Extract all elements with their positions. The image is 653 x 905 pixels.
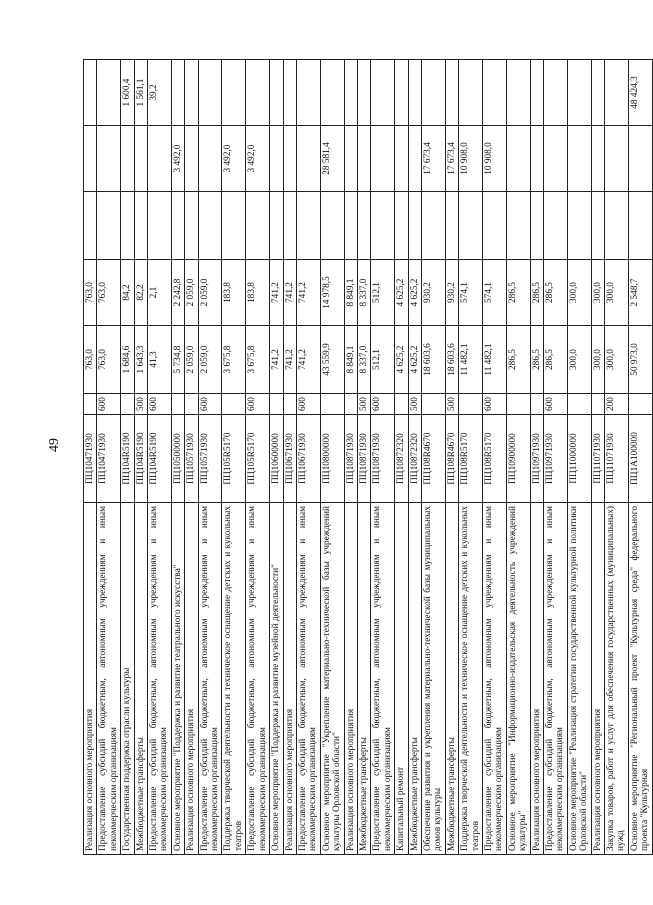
row-name: Основное мероприятие "Укрепление материально-технической базы учреждений культуры Орловской области" [320,503,344,855]
row-amount-total: 300,0 [567,326,591,394]
row-name: Межбюджетные трансферты [445,503,458,855]
table-row [121,60,134,855]
page-number: 49 [47,438,62,452]
row-code: ПЦ10871930 [357,415,370,503]
row-name: Реализация основного мероприятия [283,503,296,855]
table-row [395,60,408,855]
row-amount-col4 [148,126,172,192]
row-amount-col5 [445,60,458,126]
row-amount-regional: 574,1 [483,260,507,326]
table-row [270,60,283,855]
row-name: Государственная поддержка отрасли культуры [121,503,134,855]
row-amount-col4: 3 492,0 [171,126,184,192]
row-code: ПЦ10571930 [198,415,222,503]
row-name: Реализация основного мероприятия [84,503,97,855]
row-amount-col5 [421,60,445,126]
row-amount-col3 [171,192,184,260]
row-amount-regional: 2 059,0 [185,260,198,326]
row-amount-col3 [185,192,198,260]
row-code: ПЦ108R4670 [445,415,458,503]
row-amount-col5 [544,60,568,126]
row-amount-total: 286,5 [506,326,530,394]
row-amount-total: 1 684,6 [121,326,134,394]
row-amount-col4 [296,126,320,192]
row-code: ПЦ10872320 [395,415,408,503]
row-expense-type [591,394,604,415]
row-expense-type [320,394,344,415]
row-amount-regional: 286,5 [530,260,543,326]
table-row [483,60,507,855]
row-code: ПЦ10871930 [344,415,357,503]
row-name: Реализация основного мероприятия [530,503,543,855]
row-expense-type: 600 [246,394,270,415]
row-amount-col5 [605,60,629,126]
row-amount-col3 [395,192,408,260]
row-expense-type: 500 [357,394,370,415]
row-amount-regional: 574,1 [459,260,483,326]
table-row [605,60,629,855]
row-amount-col5 [222,60,246,126]
row-amount-total: 763,0 [97,326,121,394]
row-expense-type: 600 [296,394,320,415]
row-amount-regional: 741,2 [283,260,296,326]
row-amount-col4 [357,126,370,192]
table-row [445,60,458,855]
row-amount-col4 [121,126,134,192]
row-amount-col3 [97,192,121,260]
row-amount-col3 [222,192,246,260]
row-expense-type [628,394,652,415]
row-amount-regional: 286,5 [544,260,568,326]
row-code: ПЦ10500000 [171,415,184,503]
row-amount-total: 8 849,1 [344,326,357,394]
row-expense-type [506,394,530,415]
table-body [84,60,653,855]
row-expense-type [121,394,134,415]
row-amount-col4: 17 673,4 [421,126,445,192]
row-name: Предоставление субсидий бюджетным, автономным учреждениям и иным некоммерческим организациям [198,503,222,855]
table-row [222,60,246,855]
row-name: Основное мероприятие "Поддержка и развитие музейной деятельности" [270,503,283,855]
row-amount-col5 [483,60,507,126]
row-amount-col3 [320,192,344,260]
row-amount-total: 11 482,1 [459,326,483,394]
row-amount-col5 [357,60,370,126]
row-amount-col3 [459,192,483,260]
row-name: Основное мероприятие "Реализация стратегии государственной культурной политики Орловской области" [567,503,591,855]
row-amount-total: 3 675,8 [222,326,246,394]
table-row [283,60,296,855]
row-amount-total: 5 734,8 [171,326,184,394]
table-row [506,60,530,855]
row-amount-regional: 741,2 [270,260,283,326]
row-amount-regional: 8 849,1 [344,260,357,326]
row-expense-type: 200 [605,394,629,415]
table-row [408,60,421,855]
row-amount-regional: 2 059,0 [198,260,222,326]
row-amount-col3 [357,192,370,260]
row-amount-col3 [148,192,172,260]
row-amount-col5 [320,60,344,126]
row-amount-col5 [530,60,543,126]
table-row [459,60,483,855]
row-name: Межбюджетные трансферты [134,503,147,855]
row-name: Межбюджетные трансферты [408,503,421,855]
row-amount-regional: 84,2 [121,260,134,326]
row-amount-col5: 1 600,4 [121,60,134,126]
row-expense-type [185,394,198,415]
row-name: Основное мероприятие "Информационно-издательская деятельность учреждений культуры" [506,503,530,855]
row-expense-type: 500 [408,394,421,415]
row-code: ПЦ10971930 [544,415,568,503]
row-amount-col3 [296,192,320,260]
row-code: ПЦ104R5190 [148,415,172,503]
row-amount-regional: 300,0 [605,260,629,326]
row-amount-col3 [591,192,604,260]
row-amount-col4 [84,126,97,192]
row-amount-total: 2 059,0 [185,326,198,394]
row-amount-col4 [628,126,652,192]
row-amount-regional: 4 625,2 [408,260,421,326]
row-name: Поддержка творческой деятельности и техническое оснащение детских и кукольных театров [222,503,246,855]
row-amount-total: 41,3 [148,326,172,394]
row-name: Реализация основного мероприятия [591,503,604,855]
table-row [421,60,445,855]
row-amount-col5 [283,60,296,126]
row-amount-col5 [371,60,395,126]
table-row [134,60,147,855]
row-amount-col3 [530,192,543,260]
row-name: Предоставление субсидий бюджетным, автономным учреждениям и иным некоммерческим организациям [97,503,121,855]
row-amount-col5: 39,2 [148,60,172,126]
row-code: ПЦ10871930 [371,415,395,503]
row-amount-total: 763,0 [84,326,97,394]
row-amount-total: 4 625,2 [408,326,421,394]
row-expense-type: 500 [134,394,147,415]
table-row [544,60,568,855]
row-expense-type [222,394,246,415]
row-amount-total: 3 675,8 [246,326,270,394]
row-amount-col3 [544,192,568,260]
row-code: ПЦ11071930 [605,415,629,503]
row-amount-regional: 2,1 [148,260,172,326]
row-amount-col3 [605,192,629,260]
budget-table-container [83,60,651,855]
row-amount-regional: 183,8 [222,260,246,326]
row-amount-col4 [198,126,222,192]
row-amount-total: 50 973,0 [628,326,652,394]
row-code: ПЦ1A100000 [628,415,652,503]
row-expense-type [567,394,591,415]
table-row [567,60,591,855]
row-code: ПЦ108R5170 [483,415,507,503]
table-row [296,60,320,855]
row-amount-col5 [395,60,408,126]
row-amount-regional: 930,2 [421,260,445,326]
row-amount-col4 [97,126,121,192]
row-name: Поддержка творческой деятельности и техническое оснащение детских и кукольных театров [459,503,483,855]
row-name: Реализация основного мероприятия [344,503,357,855]
row-code: ПЦ10900000 [506,415,530,503]
row-expense-type [421,394,445,415]
row-name: Капитальный ремонт [395,503,408,855]
row-amount-col3 [483,192,507,260]
row-amount-col3 [567,192,591,260]
row-amount-total: 741,2 [270,326,283,394]
row-expense-type [84,394,97,415]
row-amount-total: 11 482,1 [483,326,507,394]
row-amount-col5 [408,60,421,126]
row-amount-regional: 8 337,0 [357,260,370,326]
row-amount-col4: 28 581,4 [320,126,344,192]
table-row [198,60,222,855]
row-name: Закупка товаров, работ и услуг для обеспечения государственных (муниципальных) нужд [605,503,629,855]
row-amount-col5 [171,60,184,126]
row-amount-total: 18 603,6 [421,326,445,394]
row-amount-col5 [591,60,604,126]
row-amount-col5 [97,60,121,126]
table-row [185,60,198,855]
row-amount-regional: 286,5 [506,260,530,326]
row-expense-type [344,394,357,415]
row-amount-regional: 82,2 [134,260,147,326]
row-amount-col4: 10 908,0 [459,126,483,192]
row-amount-regional: 763,0 [84,260,97,326]
row-amount-regional: 183,8 [246,260,270,326]
row-amount-col5 [185,60,198,126]
row-amount-col3 [270,192,283,260]
row-expense-type: 500 [445,394,458,415]
row-amount-col3 [283,192,296,260]
row-amount-total: 512,1 [371,326,395,394]
table-row [320,60,344,855]
row-code: ПЦ11000000 [567,415,591,503]
row-code: ПЦ108R5170 [459,415,483,503]
row-name: Реализация основного мероприятия [185,503,198,855]
row-expense-type [171,394,184,415]
row-amount-total: 741,2 [283,326,296,394]
row-amount-col3 [408,192,421,260]
row-amount-col5: 48 424,3 [628,60,652,126]
row-amount-regional: 4 625,2 [395,260,408,326]
row-amount-total: 286,5 [544,326,568,394]
row-name: Межбюджетные трансферты [357,503,370,855]
row-amount-col3 [421,192,445,260]
table-row [171,60,184,855]
row-expense-type [283,394,296,415]
row-amount-regional: 2 242,8 [171,260,184,326]
row-amount-total: 286,5 [530,326,543,394]
row-amount-col3 [198,192,222,260]
row-expense-type [270,394,283,415]
row-amount-col4 [591,126,604,192]
row-amount-col3 [84,192,97,260]
table-row [84,60,97,855]
row-amount-col5 [84,60,97,126]
row-code: ПЦ108R4670 [421,415,445,503]
row-amount-col5 [270,60,283,126]
row-name: Предоставление субсидий бюджетным, автономным учреждениям и иным некоммерческим организациям [371,503,395,855]
table-row [344,60,357,855]
row-amount-total: 4 625,2 [395,326,408,394]
row-amount-total: 18 603,6 [445,326,458,394]
row-amount-col3 [246,192,270,260]
row-amount-col4 [544,126,568,192]
row-amount-total: 8 337,0 [357,326,370,394]
row-amount-col5 [246,60,270,126]
row-code: ПЦ10471930 [84,415,97,503]
row-expense-type: 600 [544,394,568,415]
row-amount-regional: 300,0 [591,260,604,326]
row-amount-col5 [296,60,320,126]
row-code: ПЦ10872320 [408,415,421,503]
row-code: ПЦ10671930 [283,415,296,503]
row-code: ПЦ10971930 [530,415,543,503]
table-row [628,60,652,855]
table-row [371,60,395,855]
row-code: ПЦ105R5170 [222,415,246,503]
row-name: Предоставление субсидий бюджетным, автономным учреждениям и иным некоммерческим организациям [483,503,507,855]
row-amount-col4 [567,126,591,192]
row-amount-regional: 2 548,7 [628,260,652,326]
row-code: ПЦ10671930 [296,415,320,503]
row-name: Предоставление субсидий бюджетным, автономным учреждениям и иным некоммерческим организациям [148,503,172,855]
row-amount-col4: 3 492,0 [246,126,270,192]
row-name: Предоставление субсидий бюджетным, автономным учреждениям и иным некоммерческим организациям [544,503,568,855]
row-expense-type: 600 [198,394,222,415]
row-code: ПЦ11071930 [591,415,604,503]
row-amount-col3 [506,192,530,260]
row-amount-col5: 1 561,1 [134,60,147,126]
row-amount-col4 [344,126,357,192]
row-amount-col4 [185,126,198,192]
row-expense-type: 600 [483,394,507,415]
row-amount-col5 [198,60,222,126]
row-amount-col4 [270,126,283,192]
row-amount-col4 [134,126,147,192]
row-amount-col4 [283,126,296,192]
row-expense-type: 600 [371,394,395,415]
row-amount-col3 [134,192,147,260]
row-amount-col5 [344,60,357,126]
table-row [530,60,543,855]
row-amount-col4 [408,126,421,192]
row-code: ПЦ104R5190 [134,415,147,503]
table-row [246,60,270,855]
row-amount-regional: 300,0 [567,260,591,326]
row-code: ПЦ104R5190 [121,415,134,503]
row-code: ПЦ105R5170 [246,415,270,503]
row-amount-col4 [506,126,530,192]
row-name: Основное мероприятие "Региональный проект "Культурная среда" федерального проекта "Культурная [628,503,652,855]
table-row [97,60,121,855]
row-amount-col4: 3 492,0 [222,126,246,192]
row-name: Предоставление субсидий бюджетным, автономным учреждениям и иным некоммерческим организациям [296,503,320,855]
row-code: ПЦ10600000 [270,415,283,503]
row-name: Предоставление субсидий бюджетным, автономным учреждениям и иным некоммерческим организациям [246,503,270,855]
row-amount-col3 [344,192,357,260]
row-amount-total: 300,0 [591,326,604,394]
row-name: Обеспечение развития и укрепления материально-технической базы муниципальных домов культуры [421,503,445,855]
row-amount-col5 [459,60,483,126]
row-expense-type [459,394,483,415]
row-amount-total: 741,2 [296,326,320,394]
row-name: Основное мероприятие "Поддержка и развитие театрального искусства" [171,503,184,855]
row-amount-col4 [605,126,629,192]
row-amount-col4: 10 908,0 [483,126,507,192]
row-amount-regional: 930,2 [445,260,458,326]
row-amount-col3 [371,192,395,260]
row-expense-type: 600 [148,394,172,415]
table-row [591,60,604,855]
row-amount-regional: 14 978,5 [320,260,344,326]
row-amount-col4 [395,126,408,192]
row-amount-regional: 512,1 [371,260,395,326]
row-amount-col3 [121,192,134,260]
budget-table [83,59,653,855]
row-amount-col4 [371,126,395,192]
row-amount-total: 300,0 [605,326,629,394]
table-row [148,60,172,855]
row-code: ПЦ10571930 [185,415,198,503]
row-expense-type [395,394,408,415]
row-amount-regional: 763,0 [97,260,121,326]
row-expense-type [530,394,543,415]
row-amount-total: 1 643,3 [134,326,147,394]
row-amount-col4 [530,126,543,192]
row-amount-regional: 741,2 [296,260,320,326]
row-amount-col4: 17 673,4 [445,126,458,192]
row-amount-col5 [506,60,530,126]
row-amount-col3 [628,192,652,260]
table-row [357,60,370,855]
row-code: ПЦ10800000 [320,415,344,503]
row-amount-col5 [567,60,591,126]
row-amount-total: 2 059,0 [198,326,222,394]
row-expense-type: 600 [97,394,121,415]
row-amount-col3 [445,192,458,260]
row-amount-total: 43 559,9 [320,326,344,394]
row-code: ПЦ10471930 [97,415,121,503]
